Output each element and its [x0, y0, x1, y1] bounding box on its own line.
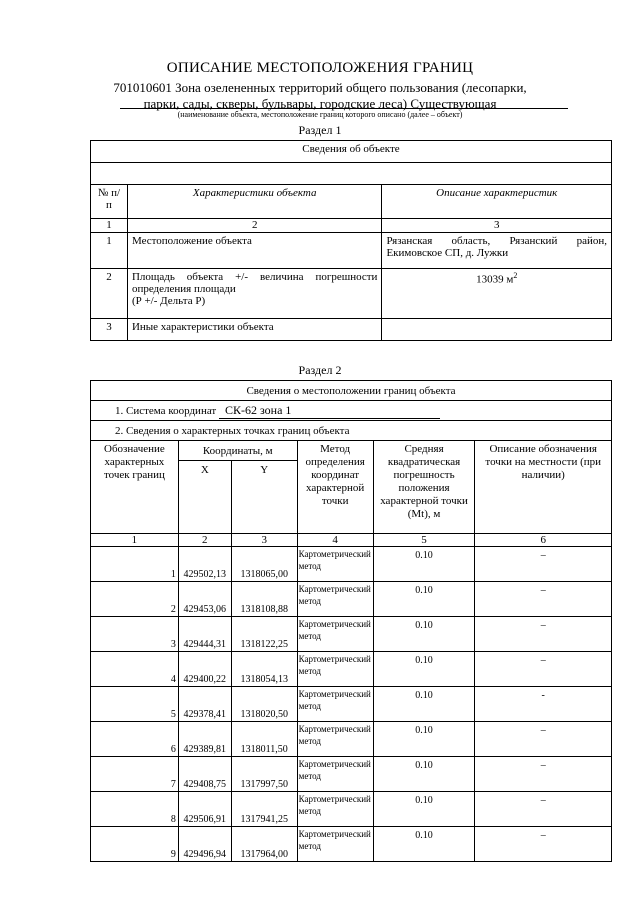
point-number: 9: [91, 827, 179, 862]
point-number: 1: [91, 547, 179, 582]
point-method: Картометрический метод: [297, 652, 373, 687]
row-value: [382, 319, 612, 341]
row-name-text: Площадь объекта +/- величина погрешности определения площади: [131, 271, 378, 295]
point-row: [91, 652, 612, 687]
col-number: 1: [91, 219, 128, 233]
point-y: 1318065,00: [231, 547, 297, 582]
col-header-no: № п/п: [91, 185, 128, 219]
col-header-coordinates: Координаты, м: [178, 441, 297, 461]
subtitle-line-2: парки, сады, скверы, бульвары, городские леса) Существующая: [143, 96, 497, 111]
col-header-method: Метод определения координат характерной точки: [297, 441, 373, 534]
point-description: –: [475, 827, 612, 862]
col-number: 3: [382, 219, 612, 233]
col-number: 1: [91, 534, 179, 547]
point-number: 5: [91, 687, 179, 722]
row-no: 3: [91, 319, 128, 341]
point-row: [91, 687, 612, 722]
col-number: 5: [373, 534, 475, 547]
point-number: 6: [91, 722, 179, 757]
point-method: Картометрический метод: [297, 827, 373, 862]
point-x: 429506,91: [178, 792, 231, 827]
point-description: –: [475, 547, 612, 582]
point-y: 1318122,25: [231, 617, 297, 652]
point-description: –: [475, 792, 612, 827]
point-y: 1317964,00: [231, 827, 297, 862]
row-name: [127, 269, 382, 319]
point-method: Картометрический метод: [297, 687, 373, 722]
point-description: –: [475, 757, 612, 792]
point-y: 1317997,50: [231, 757, 297, 792]
table-row: [91, 269, 612, 319]
point-mt: 0.10: [373, 687, 475, 722]
point-description: –: [475, 652, 612, 687]
area-value: 13039 м: [476, 273, 514, 286]
point-x: 429496,94: [178, 827, 231, 862]
row-name: Иные характеристики объекта: [127, 319, 382, 341]
row-name: Местоположение объекта: [127, 233, 382, 269]
point-method: Картометрический метод: [297, 617, 373, 652]
crs-row: [91, 401, 612, 421]
col-header-description: Описание характеристик: [382, 185, 612, 219]
point-description: –: [475, 582, 612, 617]
point-mt: 0.10: [373, 827, 475, 862]
point-row: [91, 582, 612, 617]
point-x: 429444,31: [178, 617, 231, 652]
point-mt: 0.10: [373, 722, 475, 757]
point-description: –: [475, 617, 612, 652]
point-x: 429408,75: [178, 757, 231, 792]
point-method: Картометрический метод: [297, 722, 373, 757]
col-header-x: X: [178, 461, 231, 534]
area-unit-power: 2: [513, 271, 518, 280]
table-row: [91, 319, 612, 341]
point-x: 429378,41: [178, 687, 231, 722]
point-y: 1318011,50: [231, 722, 297, 757]
subtitle-underline: [120, 108, 568, 109]
point-number: 8: [91, 792, 179, 827]
crs-label: 1. Система координат: [115, 404, 217, 417]
point-row: [91, 722, 612, 757]
point-mt: 0.10: [373, 547, 475, 582]
point-y: 1318054,13: [231, 652, 297, 687]
point-x: 429502,13: [178, 547, 231, 582]
row-value: Рязанская область, Рязанский район, Екимовское СП, д. Лужки: [382, 233, 612, 269]
point-method: Картометрический метод: [297, 547, 373, 582]
point-number: 7: [91, 757, 179, 792]
col-number: 2: [127, 219, 382, 233]
row-name-formula: (Р +/- Дельта Р): [131, 295, 206, 307]
point-x: 429389,81: [178, 722, 231, 757]
subtitle-note: (наименование объекта, местоположение границ которого описано (далее – объект): [177, 110, 463, 119]
col-header-point-description: Описание обозначения точки на местности (при наличии): [475, 441, 612, 534]
col-number: 4: [297, 534, 373, 547]
point-mt: 0.10: [373, 757, 475, 792]
point-description: -: [475, 687, 612, 722]
point-description: –: [475, 722, 612, 757]
col-header-mt: Средняя квадратическая погрешность положения характерной точки (Mt), м: [373, 441, 475, 534]
row-value: [382, 269, 612, 319]
point-number: 2: [91, 582, 179, 617]
point-number: 3: [91, 617, 179, 652]
col-header-point: Обозначение характерных точек границ: [91, 441, 179, 534]
point-method: Картометрический метод: [297, 582, 373, 617]
section1-title: Раздел 1: [298, 123, 342, 137]
crs-value: СК-62 зона 1: [219, 403, 440, 419]
boundary-points-table: [90, 380, 612, 862]
col-number: 2: [178, 534, 231, 547]
point-method: Картометрический метод: [297, 792, 373, 827]
point-mt: 0.10: [373, 792, 475, 827]
point-method: Картометрический метод: [297, 757, 373, 792]
point-x: 429453,06: [178, 582, 231, 617]
row-no: 2: [91, 269, 128, 319]
subtitle-line-1: 701010601 Зона озелененных территорий общего пользования (лесопарки,: [113, 80, 527, 95]
points-header: 2. Сведения о характерных точках границ объекта: [91, 421, 612, 441]
point-row: [91, 617, 612, 652]
col-number: 3: [231, 534, 297, 547]
section2-title: Раздел 2: [298, 363, 342, 377]
point-mt: 0.10: [373, 617, 475, 652]
section2-header: Сведения о местоположении границ объекта: [91, 381, 612, 401]
point-number: 4: [91, 652, 179, 687]
point-row: [91, 547, 612, 582]
point-y: 1318020,50: [231, 687, 297, 722]
point-y: 1317941,25: [231, 792, 297, 827]
section1-spacer: [91, 163, 612, 185]
col-header-characteristic: Характеристики объекта: [127, 185, 382, 219]
document-title: ОПИСАНИЕ МЕСТОПОЛОЖЕНИЯ ГРАНИЦ: [166, 60, 474, 76]
col-number: 6: [475, 534, 612, 547]
object-info-table: [90, 140, 612, 341]
point-mt: 0.10: [373, 582, 475, 617]
table-row: [91, 233, 612, 269]
point-row: [91, 827, 612, 862]
section1-header: Сведения об объекте: [91, 141, 612, 163]
row-no: 1: [91, 233, 128, 269]
point-row: [91, 757, 612, 792]
point-y: 1318108,88: [231, 582, 297, 617]
col-header-y: Y: [231, 461, 297, 534]
point-row: [91, 792, 612, 827]
point-mt: 0.10: [373, 652, 475, 687]
point-x: 429400,22: [178, 652, 231, 687]
